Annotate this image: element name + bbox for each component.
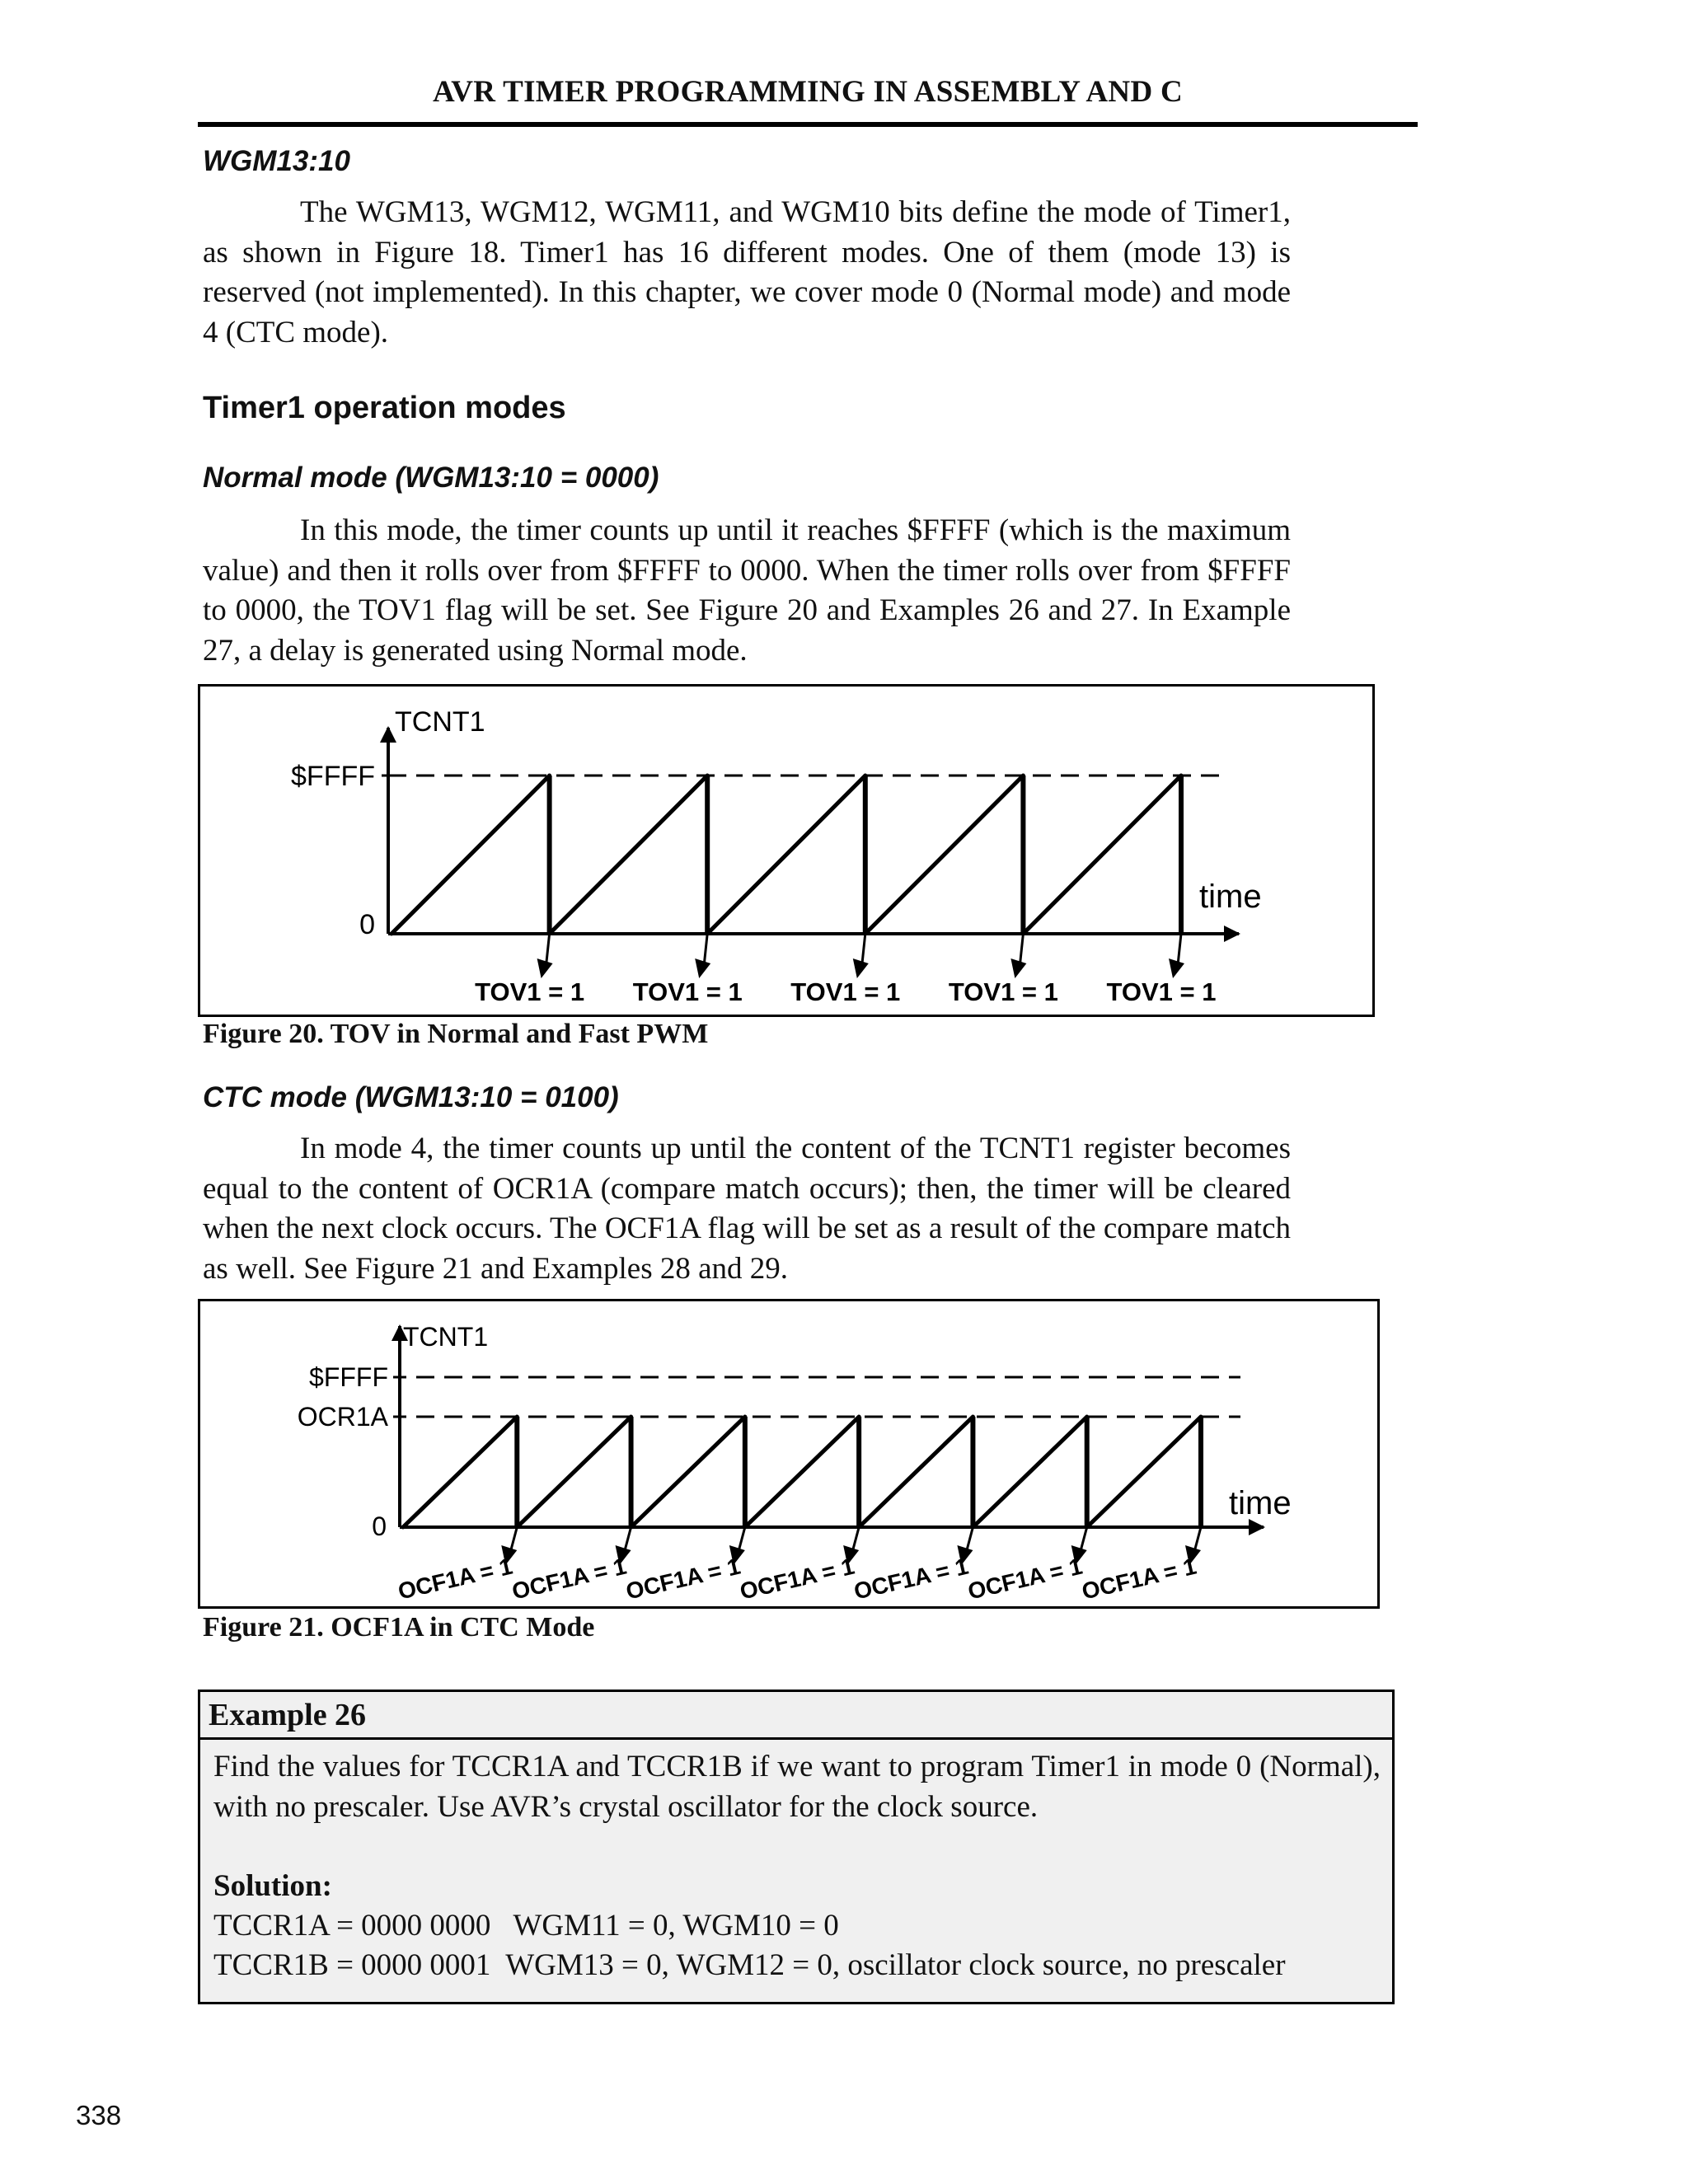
ctc-mode-heading: CTC mode (WGM13:10 = 0100) xyxy=(203,1081,619,1113)
flag-arrow-stem xyxy=(704,934,707,965)
ocr1a-label: OCR1A xyxy=(297,1402,388,1432)
flag-arrow-head xyxy=(537,958,553,978)
flag-label: OCF1A = 1 xyxy=(737,1553,857,1605)
ramp-segment xyxy=(859,1417,973,1527)
modes-heading: Timer1 operation modes xyxy=(203,391,566,425)
sawtooth-waveform xyxy=(403,1417,1201,1565)
normal-mode-heading: Normal mode (WGM13:10 = 0000) xyxy=(203,462,659,494)
normal-mode-paragraph: In this mode, the timer counts up until it reaches $FFFF (which is the maximum value) and then it rolls over from $FFFF to 0000. When the timer rolls over from $FFFF to 0000, the TOV1 flag will be set. See Figure 20 and Examples 26 and 27. In Example 27, a delay is generated using Normal mode. xyxy=(203,513,1291,668)
flag-label: OCF1A = 1 xyxy=(851,1553,971,1605)
flag-arrow-head xyxy=(1169,958,1184,978)
ramp-segment xyxy=(745,1417,859,1527)
ramp-segment xyxy=(403,1417,517,1527)
ffff-label: $FFFF xyxy=(291,761,375,792)
flag-arrow-stem xyxy=(966,1527,973,1552)
flag-arrow-stem xyxy=(1020,934,1023,965)
solution-line-tccr1b: TCCR1B = 0000 0001 WGM13 = 0, WGM12 = 0, oscillator clock source, no prescaler xyxy=(213,1948,1286,1982)
flag-label: OCF1A = 1 xyxy=(1079,1553,1199,1605)
solution-line-tccr1a: TCCR1A = 0000 0000 WGM11 = 0, WGM10 = 0 xyxy=(213,1909,839,1943)
solution-label: Solution: xyxy=(213,1869,332,1903)
flag-arrow-stem xyxy=(1081,1527,1087,1552)
flag-label: OCF1A = 1 xyxy=(623,1553,743,1605)
zero-label: 0 xyxy=(359,909,375,940)
ramp-segment xyxy=(550,776,708,934)
flag-arrow-stem xyxy=(1178,934,1181,965)
header-rule xyxy=(198,122,1418,127)
flag-arrow-stem xyxy=(510,1527,517,1552)
flag-arrow-stem xyxy=(738,1527,745,1552)
flag-label: OCF1A = 1 xyxy=(965,1553,1085,1605)
figure-21-caption: Figure 21. OCF1A in CTC Mode xyxy=(203,1612,595,1643)
y-axis-label: TCNT1 xyxy=(395,706,485,738)
ctc-mode-paragraph: In mode 4, the timer counts up until the content of the TCNT1 register becomes equal to the content of OCR1A (compare match occurs); then, the timer will be cleared when the next clock occurs. The OCF1A flag will be set as a result of the compare match as well. See Figure 21 and Examples 28 and 29. xyxy=(203,1132,1291,1286)
figure-21 xyxy=(198,1299,1380,1609)
flag-label: TOV1 = 1 xyxy=(948,977,1058,1006)
time-label: time xyxy=(1199,879,1262,915)
flag-label: TOV1 = 1 xyxy=(632,977,743,1006)
flag-arrow-head xyxy=(853,958,869,978)
flag-labels xyxy=(475,977,1216,1006)
zero-label: 0 xyxy=(372,1511,387,1541)
ramp-segment xyxy=(707,776,865,934)
ramp-segment xyxy=(865,776,1024,934)
flag-arrow-stem xyxy=(1194,1527,1201,1552)
flag-labels xyxy=(396,1554,1198,1605)
ffff-label: $FFFF xyxy=(309,1362,388,1392)
ramp-segment xyxy=(392,776,550,934)
page-number: 338 xyxy=(76,2100,122,2130)
example-26-box xyxy=(198,1690,1395,2004)
flag-label: TOV1 = 1 xyxy=(475,977,585,1006)
ramp-segment xyxy=(1023,776,1181,934)
flag-arrow-stem xyxy=(625,1527,631,1552)
flag-label: TOV1 = 1 xyxy=(790,977,901,1006)
sawtooth-waveform xyxy=(392,776,1184,978)
running-header: AVR TIMER PROGRAMMING IN ASSEMBLY AND C xyxy=(432,75,1184,109)
example-title: Example 26 xyxy=(200,1692,1392,1740)
flag-label: OCF1A = 1 xyxy=(395,1553,515,1605)
flag-arrow-stem xyxy=(862,934,865,965)
ramp-segment xyxy=(973,1417,1086,1527)
flag-label: OCF1A = 1 xyxy=(509,1553,629,1605)
ramp-segment xyxy=(517,1417,631,1527)
wgm-paragraph: The WGM13, WGM12, WGM11, and WGM10 bits define the mode of Timer1, as shown in Figure 18. Timer1 has 16 different modes. One of them (mode 13) is reserved (not implemented). In this chapter, we cover mode 0 (Normal mode) and mode 4 (CTC mode). xyxy=(203,195,1291,349)
example-question: Find the values for TCCR1A and TCCR1B if we want to program Timer1 in mode 0 (Normal), with no prescaler. Use AVR’s crystal oscillator for the clock source. xyxy=(213,1750,1381,1824)
figure-20 xyxy=(198,684,1375,1017)
figure-20-caption: Figure 20. TOV in Normal and Fast PWM xyxy=(203,1019,709,1049)
flag-label: TOV1 = 1 xyxy=(1106,977,1217,1006)
time-label: time xyxy=(1229,1485,1292,1521)
flag-arrow-head xyxy=(1010,958,1026,978)
wgm-heading: WGM13:10 xyxy=(203,145,350,177)
flag-arrow-stem xyxy=(546,934,550,965)
figure-20-diagram xyxy=(200,687,1377,1019)
ramp-segment xyxy=(1087,1417,1201,1527)
ramp-segment xyxy=(631,1417,745,1527)
y-axis-label: TCNT1 xyxy=(403,1322,489,1352)
flag-arrow-stem xyxy=(852,1527,859,1552)
flag-arrow-head xyxy=(695,958,710,978)
figure-21-diagram xyxy=(200,1301,1382,1611)
